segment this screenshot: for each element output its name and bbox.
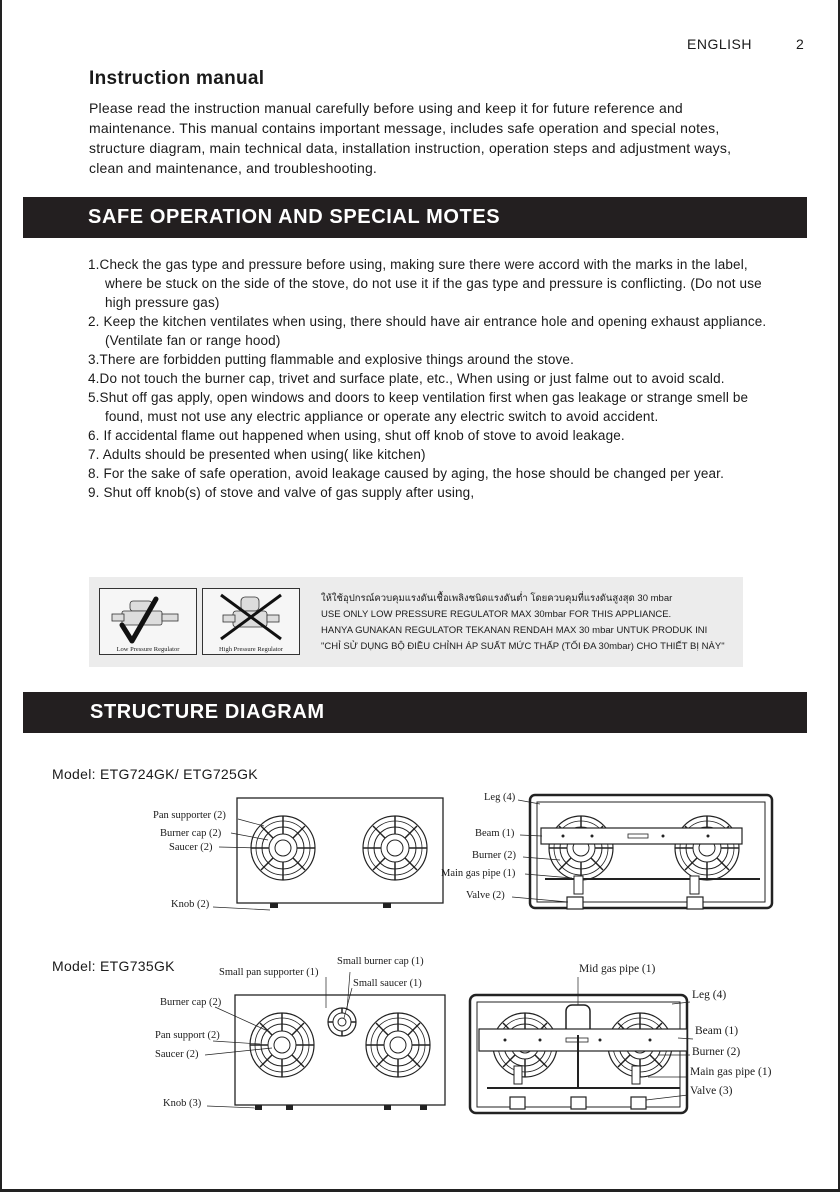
safety-rule: 1.Check the gas type and pressure before using, making sure there were accord with the marks in the label, where be stuck on the side of the stove, do not use it if the gas type and pressure is conflicting. (Do not use high pressure gas) — [88, 257, 762, 310]
safety-rules-list — [88, 255, 768, 502]
label-burner-cap: Burner cap (2) — [160, 828, 222, 839]
label-burner-cap: Burner cap (2) — [160, 997, 222, 1008]
page-number: 2 — [796, 36, 804, 52]
label-burner: Burner (2) — [472, 850, 517, 861]
high-pressure-regulator-figure — [202, 588, 300, 655]
safety-heading: SAFE OPERATION AND SPECIAL MOTES — [88, 206, 501, 228]
regulator-cross-icon — [203, 589, 299, 654]
low-pressure-caption: Low Pressure Regulator — [116, 646, 180, 653]
safety-rule: 9. Shut off knob(s) of stove and valve of gas supply after using, — [88, 485, 475, 500]
low-pressure-regulator-figure — [99, 588, 197, 655]
regulator-warning-box — [89, 577, 743, 667]
manual-title: Instruction manual — [89, 68, 265, 89]
label-burner: Burner (2) — [692, 1046, 741, 1058]
label-valve: Valve (2) — [466, 890, 505, 901]
structure-heading-band — [23, 692, 807, 733]
label-saucer: Saucer (2) — [169, 842, 213, 853]
label-beam: Beam (1) — [475, 828, 515, 839]
label-leg: Leg (4) — [484, 792, 516, 803]
manual-intro: Please read the instruction manual carefully before using and keep it for future reference and maintenance. This manual contains important message, includes safe operation and special notes, structure diagram, main technical data, installation instruction, operation steps and adjustment ways, clean and maintenance, and troubleshooting. — [89, 100, 732, 176]
safety-rule: 4.Do not touch the burner cap, trivet and surface plate, etc., When using or just falme out to avoid scald. — [88, 371, 725, 386]
label-beam: Beam (1) — [695, 1025, 739, 1037]
structure-heading: STRUCTURE DIAGRAM — [90, 701, 325, 723]
label-pan-supporter: Pan supporter (2) — [153, 810, 226, 821]
warning-english: USE ONLY LOW PRESSURE REGULATOR MAX 30mbar FOR THIS APPLIANCE. — [321, 609, 672, 620]
label-knob: Knob (3) — [163, 1098, 202, 1109]
regulator-check-icon — [100, 589, 196, 654]
safety-rule: 2. Keep the kitchen ventilates when using, there should have air entrance hole and opening exhaust appliance. (Ventilate fan or range hood) — [88, 314, 767, 348]
warning-vietnamese: "CHỈ SỬ DỤNG BỘ ĐIỀU CHỈNH ÁP SUẤT MỨC THẤP (TỐI ĐA 30mbar) CHO THIẾT BỊ NÀY" — [321, 641, 725, 652]
warning-malay: HANYA GUNAKAN REGULATOR TEKANAN RENDAH MAX 30 mbar UNTUK PRODUK INI — [321, 625, 708, 636]
model-1-diagram — [0, 780, 840, 920]
label-mid-gas-pipe: Mid gas pipe (1) — [579, 963, 656, 975]
safety-heading-band — [23, 197, 807, 238]
label-valve: Valve (3) — [690, 1085, 733, 1097]
safety-rule: 5.Shut off gas apply, open windows and doors to keep ventilation first when gas leakage or strange smell be found, must not use any electric appliance or operate any electric switch to avoid accident. — [88, 390, 749, 424]
label-small-saucer: Small saucer (1) — [353, 978, 422, 989]
safety-rule: 8. For the sake of safe operation, avoid leakage caused by aging, the hose should be changed per year. — [88, 466, 724, 481]
label-main-gas-pipe: Main gas pipe (1) — [441, 868, 516, 879]
safety-rule: 3.There are forbidden putting flammable and explosive things around the stove. — [88, 352, 574, 367]
label-leg: Leg (4) — [692, 989, 727, 1001]
label-small-burner-cap: Small burner cap (1) — [337, 956, 424, 967]
safety-rule: 6. If accidental flame out happened when using, shut off knob of stove to avoid leakage. — [88, 428, 625, 443]
warning-thai: ให้ใช้อุปกรณ์ควบคุมแรงดันเชื้อเพลิงชนิดแรงดันต่ำ โดยควบคุมที่แรงดันสูงสุด 30 mbar — [321, 593, 673, 604]
label-saucer: Saucer (2) — [155, 1049, 199, 1060]
label-knob: Knob (2) — [171, 899, 210, 910]
label-pan-support: Pan support (2) — [155, 1030, 220, 1041]
safety-rule: 7. Adults should be presented when using( like kitchen) — [88, 447, 426, 462]
high-pressure-caption: High Pressure Regulator — [219, 646, 283, 653]
model-1-name: Model: ETG724GK/ ETG725GK — [52, 766, 258, 782]
language-label: ENGLISH — [687, 36, 752, 52]
model-2-name: Model: ETG735GK — [52, 958, 175, 974]
label-main-gas-pipe: Main gas pipe (1) — [690, 1066, 772, 1078]
label-small-pan-supporter: Small pan supporter (1) — [219, 967, 319, 978]
